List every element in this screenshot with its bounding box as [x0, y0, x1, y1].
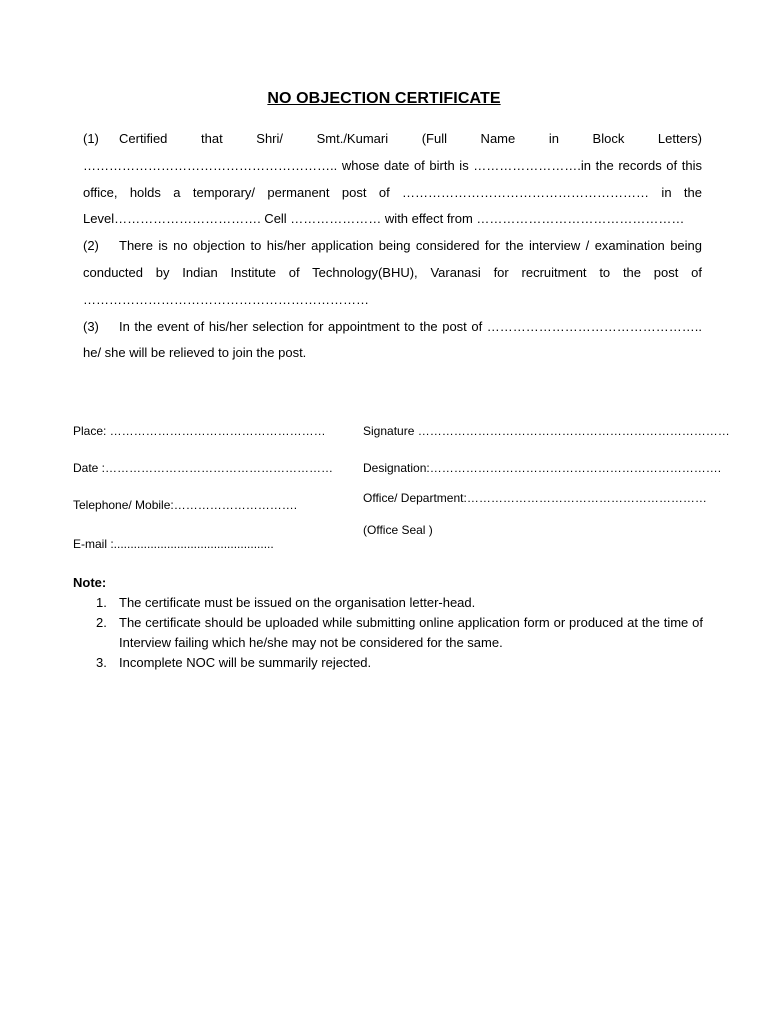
paragraph-number: (3) [83, 318, 99, 334]
paragraph-1 [83, 126, 702, 233]
paragraph-2 [83, 233, 702, 313]
paragraph-number: (1) [83, 131, 99, 146]
note-item-1 [73, 593, 703, 613]
date-field: Date :………………………………………………… [73, 461, 334, 475]
paragraph-number: (2) [83, 238, 99, 254]
signature-field: Signature …………………………………………………………………… [363, 424, 730, 438]
note-title: Note: [73, 575, 107, 590]
paragraph-text: Certified that Shri/ Smt./Kumari (Full Name in Block Letters) ………………………………………………….. whose date of birth is …………………….in the records of this office, holds a temporary/ permanent post of ………………………………………………… in the Level……………………………. Cell ………………… with effect from ………………………………………… [83, 131, 702, 227]
note-text: The certificate should be uploaded while submitting online application form or produced at the time of Interview failing which he/she may not be considered for the same. [119, 615, 703, 650]
email-field: E-mail :................................................ [73, 537, 274, 551]
place-field: Place: ……………………………………………… [73, 424, 326, 438]
paragraph-text: There is no objection to his/her application being considered for the interview / examination being conducted by Indian Institute of Technology(BHU), Varanasi for recruitment to the post of ………………………………………………………… [83, 238, 702, 307]
office-seal-label: (Office Seal ) [363, 523, 433, 537]
note-text: Incomplete NOC will be summarily rejected. [119, 655, 372, 670]
paragraph-3 [83, 314, 702, 368]
note-number: 3. [96, 655, 107, 670]
note-number: 2. [96, 615, 107, 630]
note-text: The certificate must be issued on the organisation letter-head. [119, 595, 476, 610]
office-department-field: Office/ Department:…………………………………………………… [363, 491, 707, 505]
note-list [73, 593, 703, 673]
note-item-2 [73, 613, 703, 653]
certificate-body [83, 126, 702, 367]
telephone-field: Telephone/ Mobile:…………………………. [73, 498, 298, 512]
note-section [73, 575, 703, 673]
designation-field: Designation:………………………………………………………………. [363, 461, 722, 475]
note-number: 1. [96, 595, 107, 610]
page-title: NO OBJECTION CERTIFICATE [267, 90, 501, 107]
paragraph-text: In the event of his/her selection for appointment to the post of ………………………………………….. he/ she will be relieved to join the post. [83, 318, 702, 361]
note-item-3 [73, 653, 703, 673]
